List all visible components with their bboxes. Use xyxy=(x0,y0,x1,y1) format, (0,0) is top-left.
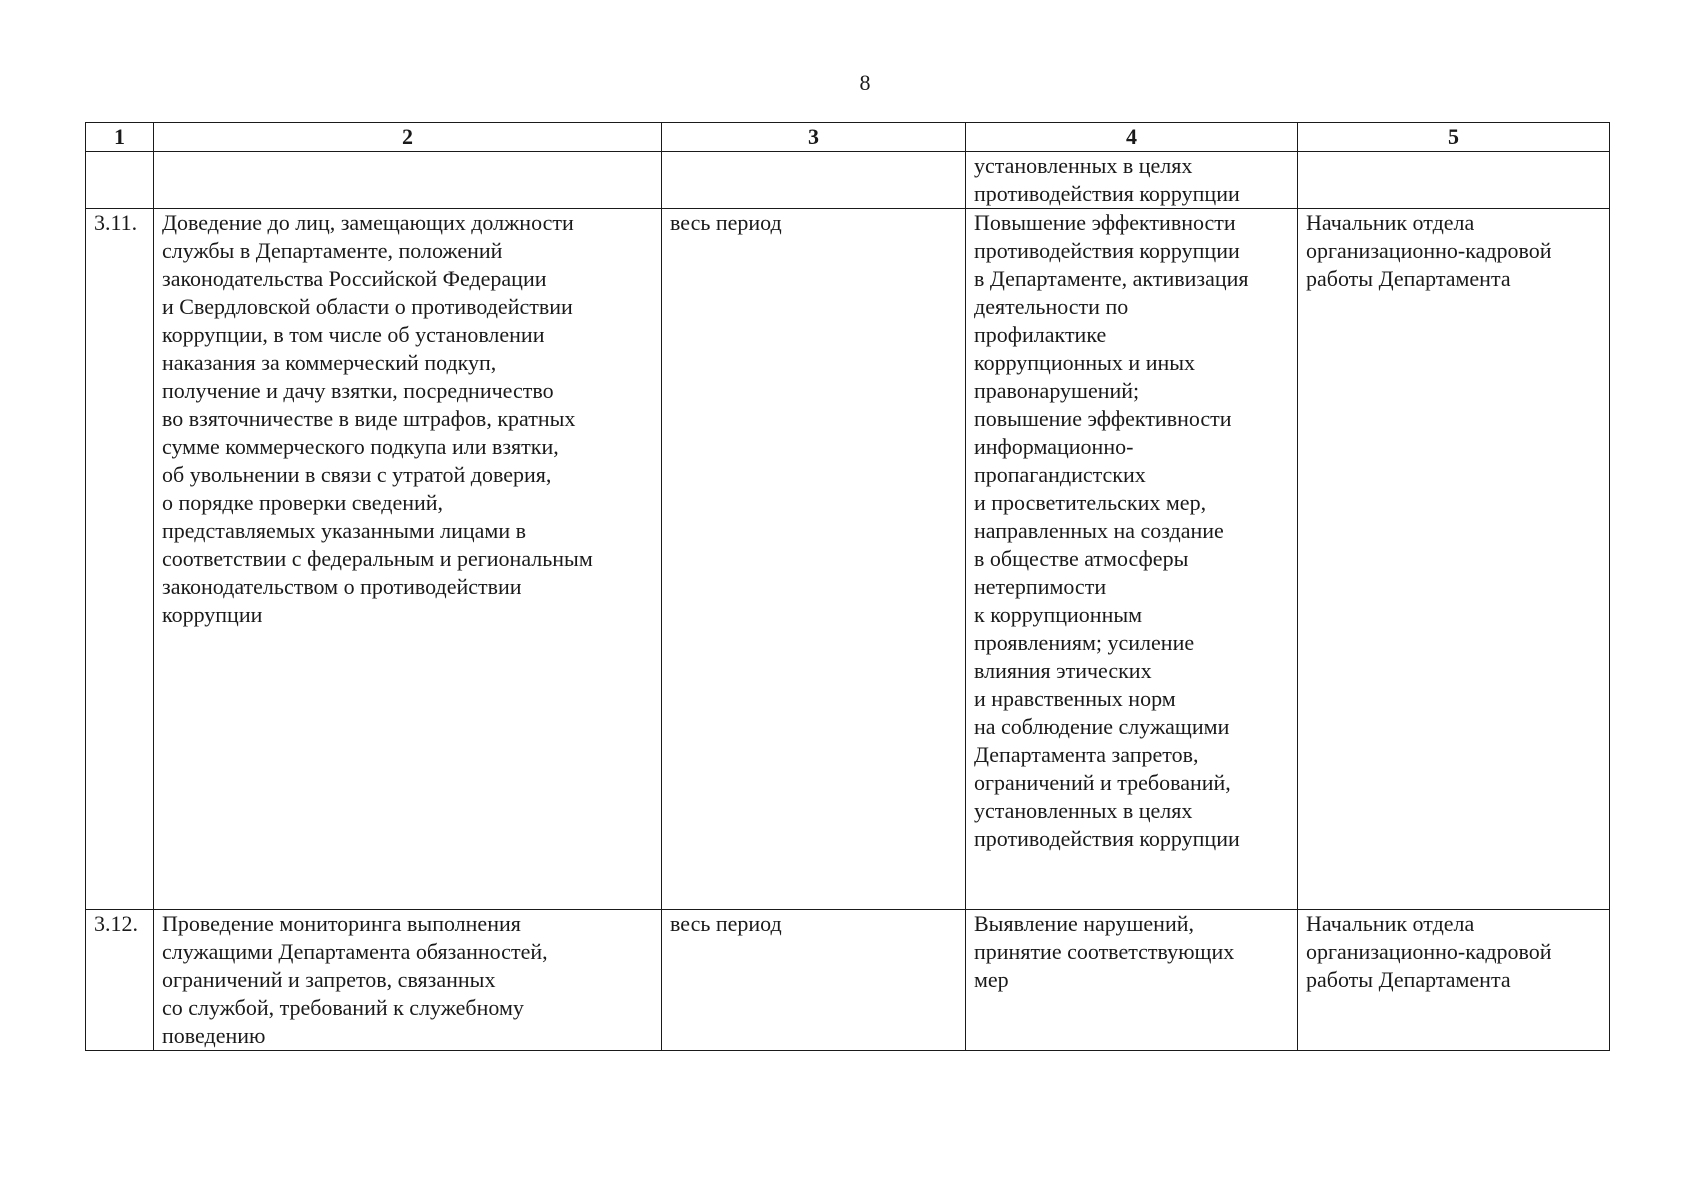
text-line: установленных в целях xyxy=(974,153,1193,178)
text-line: противодействия коррупции xyxy=(974,181,1240,206)
text-line: коррупционных и иных xyxy=(974,350,1196,375)
header-col-4: 4 xyxy=(966,123,1298,152)
text-line: в обществе атмосферы xyxy=(974,546,1189,571)
text-line: законодательством о противодействии xyxy=(162,574,522,599)
text-line: соответствии с федеральным и региональным xyxy=(162,546,593,571)
page-number: 8 xyxy=(859,70,871,95)
text-line: принятие соответствующих xyxy=(974,939,1235,964)
table-row xyxy=(86,209,1610,910)
text-line: работы Департамента xyxy=(1306,266,1511,291)
text-line: в Департаменте, активизация xyxy=(974,266,1249,291)
text-line: коррупции xyxy=(162,602,263,627)
text-line: на соблюдение служащими xyxy=(974,714,1230,739)
cell-term xyxy=(662,152,966,209)
text-line: Повышение эффективности xyxy=(974,210,1236,235)
text-line: пропагандистских xyxy=(974,462,1146,487)
cell-result xyxy=(966,209,1298,910)
cell-responsible xyxy=(1298,152,1610,209)
text-line: законодательства Российской Федерации xyxy=(162,266,547,291)
cell-num: 3.12. xyxy=(86,910,154,1051)
text-line: нетерпимости xyxy=(974,574,1107,599)
cell-result xyxy=(966,910,1298,1051)
text-line: проявлениям; усиление xyxy=(974,630,1195,655)
cell-measure xyxy=(154,910,662,1051)
cell-measure xyxy=(154,209,662,910)
text-line: правонарушений; xyxy=(974,378,1140,403)
cell-num: 3.11. xyxy=(86,209,154,910)
measures-table xyxy=(85,122,1610,1051)
header-col-2: 2 xyxy=(154,123,662,152)
text-line: поведению xyxy=(162,1023,266,1048)
text-line: и нравственных норм xyxy=(974,686,1176,711)
cell-responsible xyxy=(1298,910,1610,1051)
cell-term: весь период xyxy=(662,910,966,1051)
text-line: ограничений и запретов, связанных xyxy=(162,967,496,992)
text-line: Выявление нарушений, xyxy=(974,911,1194,936)
text-line: ограничений и требований, xyxy=(974,770,1231,795)
table-row-continued xyxy=(86,152,1610,209)
text-line: получение и дачу взятки, посредничество xyxy=(162,378,554,403)
cell-measure xyxy=(154,152,662,209)
text-line: организационно-кадровой xyxy=(1306,238,1552,263)
text-line: Начальник отдела xyxy=(1306,911,1475,936)
text-line: влияния этических xyxy=(974,658,1152,683)
text-line: деятельности по xyxy=(974,294,1129,319)
table-row xyxy=(86,910,1610,1051)
cell-term: весь период xyxy=(662,209,966,910)
text-line: информационно- xyxy=(974,434,1134,459)
text-line: об увольнении в связи с утратой доверия, xyxy=(162,462,552,487)
header-row xyxy=(86,123,1610,152)
text-line: служащими Департамента обязанностей, xyxy=(162,939,548,964)
header-col-1: 1 xyxy=(86,123,154,152)
text-line: и просветительских мер, xyxy=(974,490,1207,515)
text-line: мер xyxy=(974,967,1009,992)
text-line: установленных в целях xyxy=(974,798,1193,823)
cell-responsible xyxy=(1298,209,1610,910)
header-col-5: 5 xyxy=(1298,123,1610,152)
text-line: организационно-кадровой xyxy=(1306,939,1552,964)
text-line: сумме коммерческого подкупа или взятки, xyxy=(162,434,559,459)
text-line: повышение эффективности xyxy=(974,406,1232,431)
text-line: и Свердловской области о противодействии xyxy=(162,294,573,319)
text-line: Доведение до лиц, замещающих должности xyxy=(162,210,574,235)
text-line: службы в Департаменте, положений xyxy=(162,238,503,263)
text-line: о порядке проверки сведений, xyxy=(162,490,444,515)
text-line: профилактике xyxy=(974,322,1107,347)
text-line: работы Департамента xyxy=(1306,967,1511,992)
text-line: коррупции, в том числе об установлении xyxy=(162,322,545,347)
text-line: к коррупционным xyxy=(974,602,1143,627)
text-line: со службой, требований к служебному xyxy=(162,995,524,1020)
text-line: Проведение мониторинга выполнения xyxy=(162,911,521,936)
text-line: Департамента запретов, xyxy=(974,742,1199,767)
text-line: противодействия коррупции xyxy=(974,826,1240,851)
header-col-3: 3 xyxy=(662,123,966,152)
text-line: во взяточничестве в виде штрафов, кратных xyxy=(162,406,576,431)
text-line: наказания за коммерческий подкуп, xyxy=(162,350,497,375)
text-line: направленных на создание xyxy=(974,518,1224,543)
text-line: противодействия коррупции xyxy=(974,238,1240,263)
text-line: представляемых указанными лицами в xyxy=(162,518,526,543)
cell-result xyxy=(966,152,1298,209)
cell-num xyxy=(86,152,154,209)
text-line: Начальник отдела xyxy=(1306,210,1475,235)
